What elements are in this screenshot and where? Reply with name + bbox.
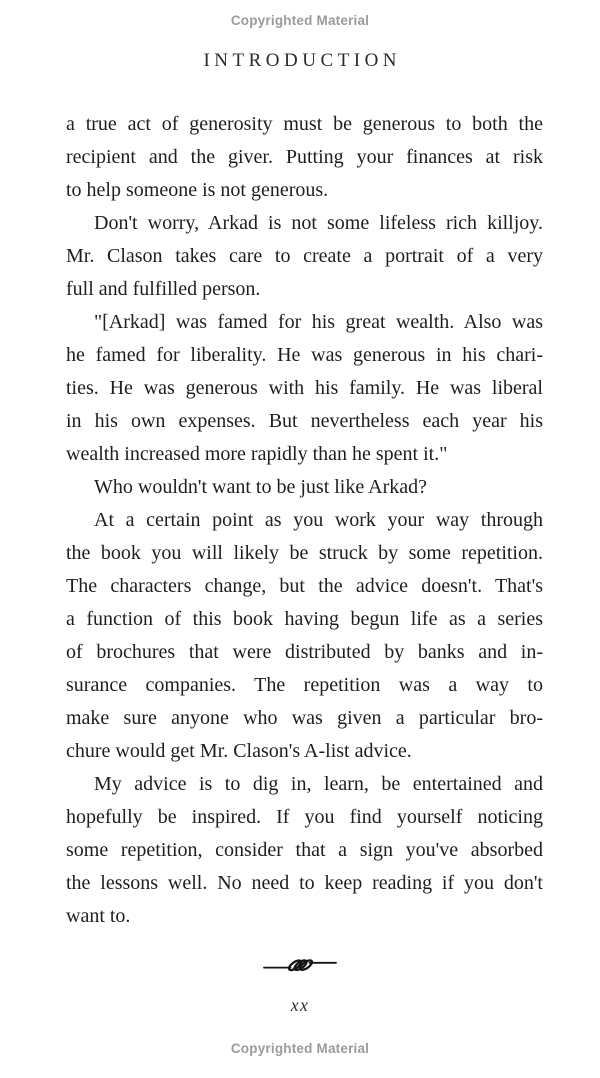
copyright-notice-top: Copyrighted Material [230,13,370,28]
paragraph [66,504,543,768]
text-line: Don't worry, Arkad is not some lifeless rich killjoy. [94,212,543,234]
paragraph [66,108,543,207]
text-line: The characters change, but the advice doesn't. That's [66,575,543,597]
chapter-title: INTRODUCTION [203,50,402,71]
text-line: he famed for liberality. He was generous in his chari- [66,344,543,366]
text-line: chure would get Mr. Clason's A-list advice. [66,740,412,762]
text-line: "[Arkad] was famed for his great wealth. Also was [94,311,543,333]
text-line: want to. [66,905,131,927]
text-line: full and fulfilled person. [66,278,261,300]
page-number: xx [290,995,310,1015]
text-line: Who wouldn't want to be just like Arkad? [94,476,427,498]
text-line: a true act of generosity must be generous to both the [66,113,543,135]
text-line: My advice is to dig in, learn, be entertained and [94,773,543,795]
text-line: the book you will likely be struck by some repetition. [66,542,543,564]
paragraph [66,471,543,504]
text-line: ties. He was generous with his family. He was liberal [66,377,543,399]
text-line: At a certain point as you work your way through [94,509,543,531]
text-line: the lessons well. No need to keep reading if you don't [66,872,543,894]
text-line: a function of this book having begun life as a series [66,608,543,630]
paragraph [66,306,543,471]
copyright-notice-bottom: Copyrighted Material [230,1041,370,1056]
body-text [66,108,543,933]
text-line: some repetition, consider that a sign you've absorbed [66,839,543,861]
text-line: to help someone is not generous. [66,179,329,201]
text-line: make sure anyone who was given a particular bro- [66,707,543,729]
text-line: Mr. Clason takes care to create a portrait of a very [66,245,543,267]
paragraph [66,207,543,306]
text-line: of brochures that were distributed by banks and in- [66,641,543,663]
text-line: surance companies. The repetition was a way to [66,674,543,696]
paragraph [66,768,543,933]
text-line: in his own expenses. But nevertheless each year his [66,410,543,432]
text-line: hopefully be inspired. If you find yourself noticing [66,806,543,828]
text-line: recipient and the giver. Putting your finances at risk [66,146,543,168]
section-divider [0,954,600,976]
rope-twist-ornament-icon [262,954,338,976]
text-line: wealth increased more rapidly than he spent it." [66,443,448,465]
